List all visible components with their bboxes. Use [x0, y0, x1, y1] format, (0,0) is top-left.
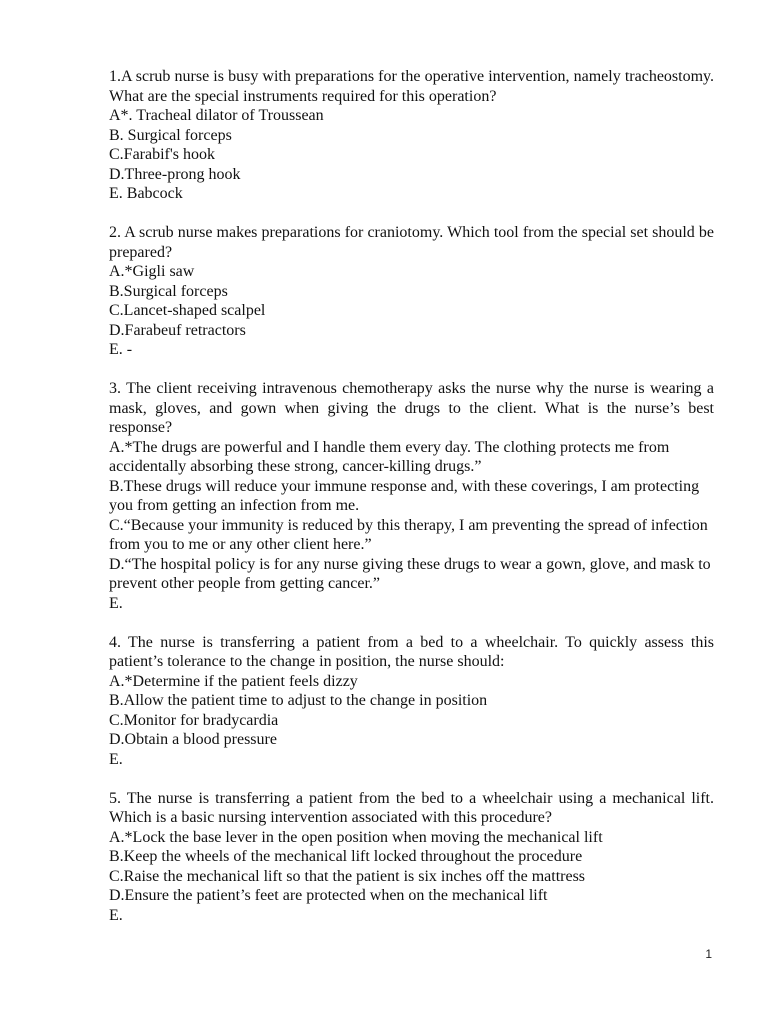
option-c: C.“Because your immunity is reduced by this therapy, I am preventing the spread of infection from you to me or any other client here.”: [109, 516, 708, 553]
option-a: A.*Gigli saw: [109, 263, 195, 280]
option-a: A.*Lock the base lever in the open position when moving the mechanical lift: [109, 828, 603, 846]
option-a: A.*Determine if the patient feels dizzy: [109, 672, 358, 690]
option-b: B. Surgical forceps: [109, 126, 232, 144]
option-d: D.“The hospital policy is for any nurse giving these drugs to wear a gown, glove, and mask to prevent other people from getting cancer.”: [109, 555, 711, 592]
option-b: B.Surgical forceps: [109, 282, 228, 300]
question-stem: 3. The client receiving intravenous chemotherapy asks the nurse why the nurse is wearing a mask, gloves, and gown when giving the drugs to the client. What is the nurse’s best response?: [109, 380, 714, 436]
question-1: [109, 67, 714, 204]
option-e: E.: [109, 594, 123, 612]
question-2: [109, 223, 714, 360]
page-number: 1: [705, 947, 712, 961]
question-stem: 4. The nurse is transferring a patient from a bed to a wheelchair. To quickly assess this patient’s tolerance to the change in position, the nurse should:: [109, 633, 714, 670]
option-c: C.Monitor for bradycardia: [109, 711, 279, 729]
question-stem: 1.A scrub nurse is busy with preparations for the operative intervention, namely tracheostomy. What are the special instruments required for this operation?: [109, 68, 714, 105]
question-5: [109, 789, 714, 926]
option-e: E. Babcock: [109, 185, 183, 202]
option-e: E. -: [109, 341, 133, 358]
option-d: D.Three-prong hook: [109, 165, 241, 183]
option-c: C.Lancet-shaped scalpel: [109, 302, 266, 319]
option-b: B.Keep the wheels of the mechanical lift locked throughout the procedure: [109, 848, 583, 865]
option-d: D.Obtain a blood pressure: [109, 731, 277, 748]
question-4: [109, 633, 714, 770]
option-d: D.Farabeuf retractors: [109, 321, 246, 339]
option-c: C.Farabif's hook: [109, 146, 215, 163]
option-e: E.: [109, 750, 123, 768]
option-c: C.Raise the mechanical lift so that the patient is six inches off the mattress: [109, 867, 586, 885]
question-3: [109, 379, 714, 613]
option-b: B.Allow the patient time to adjust to the change in position: [109, 692, 488, 709]
question-stem: 5. The nurse is transferring a patient from the bed to a wheelchair using a mechanical lift. Which is a basic nursing intervention associated with this procedure?: [109, 789, 714, 826]
option-a: A.*The drugs are powerful and I handle them every day. The clothing protects me from accidentally absorbing these strong, cancer-killing drugs.”: [109, 438, 670, 475]
question-stem: 2. A scrub nurse makes preparations for craniotomy. Which tool from the special set should be prepared?: [109, 224, 714, 261]
question-list: [109, 67, 714, 945]
option-d: D.Ensure the patient’s feet are protected when on the mechanical lift: [109, 887, 548, 904]
option-e: E.: [109, 906, 123, 924]
option-a: A*. Tracheal dilator of Troussean: [109, 107, 324, 124]
option-b: B.These drugs will reduce your immune response and, with these coverings, I am protecting you from getting an infection from me.: [109, 477, 700, 514]
